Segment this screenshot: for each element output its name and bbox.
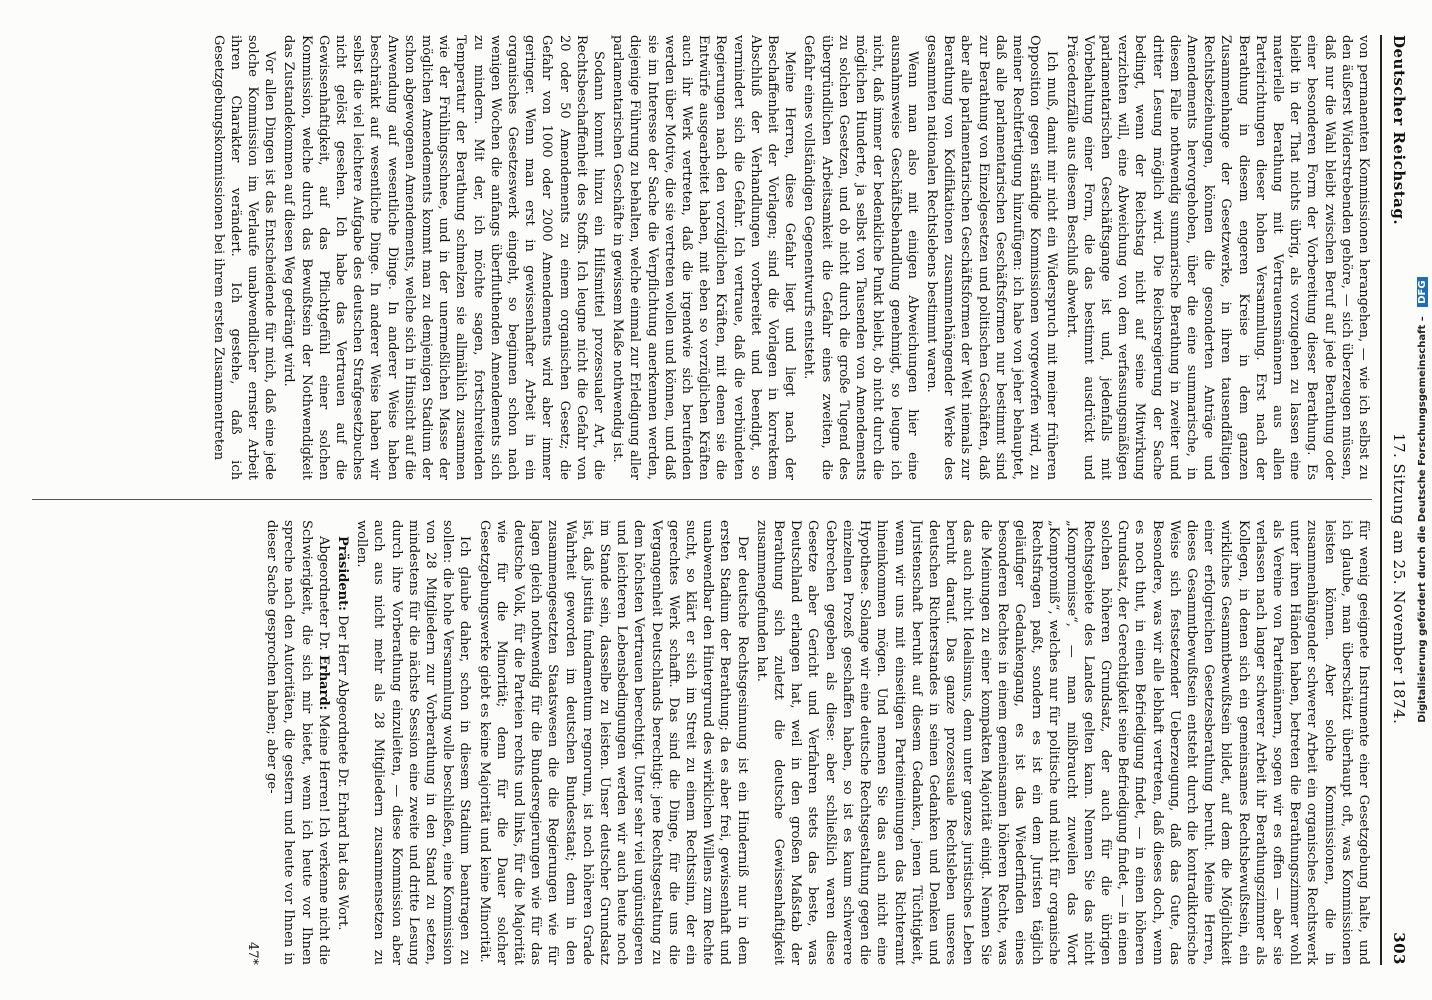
speaker-name: Erhard: (315, 654, 331, 711)
left-paragraph: Meine Herren, diese Gefahr liegt und liegt nach der Beschaffenheit der Vorlagen; sind die Vorlagen in korrektem Abschluß der Verhandlungen vorbereitet und beendigt, so vermindert sich die Gefahr. Ich vertraue, daß die verbündeten Regierungen nach den vorzüglichen Kräften, mit denen sie die Entwürfe ausgearbeitet haben, mit eben so vorzüglichen Kräften auch ihr Werk vertreten, daß die irgendwie sich berufenden werden über Motive, die sie vertreten wollen und können, und daß sie im Interesse der Sache die Verpflichtung anerkennen werden, diejenige Führung zu behalten, welche einmal zur Erledigung aller parlamentarischen Geschäfte in gewissem Maße nothwendig ist. (610, 35, 798, 480)
left-paragraph: Ich muß, damit mir nicht ein Widerspruch mit meiner früheren Opposition gegen ständige Kommissionen vorgeworfen wird, zu meiner Rechtfertigung hinzufügen: ich habe von jeher behauptet, daß alle parlamentarischen Geschäftsformen nur bestimmt sind zur Berathung von Einzelgesetzen und politischen Geschäften, daß aber alle parlamentarischen Geschäftsformen der Welt niemals zur Berathung von Kodifikationen zusammenhängender Werke des gesammten nationalen Rechtslebens bestimmt waren. (923, 35, 1060, 480)
page-header (1382, 35, 1416, 965)
right-paragraph: Der deutsche Rechtsgesinnung ist ein Hinderniß nur in dem ersten Stadium der Berathung; da es aber frei, gewissenhaft und unabwendbar den Hintergrund des wirklichen Willens zum Rechte sucht, so klärt er sich im Streit zu einem Rechtssinn, der ein gerechtes Werk schafft. Das sind die Dinge, für die uns die Vergangenheit Deutschlands berechtigt: jene Rechtsgestaltung zu dem höchsten Vertrauen berechtigt. Unter sehr viel ungünstigeren und leichteren Lebensbedingungen werden wir auch heute noch im Stande sein, dasselbe zu leisten. Unser deutscher Grundsatz ist, daß justitia fundamentum regnorum, ist noch höheren Grade Wahrheit geworden im deutschen Bundesstaat; denn in den zusammengesetzten Staatswesen die die Regierungen wie für lagen gleich nothwendig für die Bundesregierungen wie für das deutsche Volk, für die Parteien rechts und links, für die Majorität wie für die Minorität; denn für die Dauer solcher Gesetzgebungswerke giebt es keine Majorität und keine Minorität. (476, 520, 750, 965)
right-paragraph: Ich glaube daher, schon in diesem Stadium beantragen zu sollen: die hohe Versammlung wolle beschließen, eine Kommission von 28 Mitgliedern zur Vorberathung in den Stand zu setzen, mindestens für die nächste Session eine zweite und dritte Lesung durch ihre Vorberathung einzuleiten, — diese Kommission aber auch aus nicht mehr als 28 Mitgliedern zusammensetzen zu wollen. (354, 520, 473, 965)
header-rule (1380, 35, 1382, 965)
digitization-note (1417, 0, 1431, 1000)
speaker-paragraph (263, 520, 332, 965)
right-paragraph: für wenig geeignete Instrumente einer Gesetzgebung halte, und ich glaube, man überschätzt überhaupt oft, was Kommissionen leisten können. Aber solche Kommissionen, die in zusammenhängender schwerer Arbeit ein organisches Rechtswerk unter ihren Händen haben, betreten die Berathungszimmer wohl als Vereine von Parteimännern, sogen wir es offen — aber sie verlassen nach langer schwerer Arbeit ihr Berathungszimmer als Kollegen, in denen sich ein gemeinsames Rechtsbewußtsein, ein wirkliches Gesammtbewußtsein bildet, auf dem die Möglichkeit einer erfolgreichen Gesetzesberathung beruht. Meine Herren, dieses Gesammtbewußtsein entsteht durch die kontradiktorische Weise sich festsetzender Ueberzeugung, daß das Gute, das Besondere, was wir alle lebhaft vertreten, daß dieses doch, wenn es noch thut, in einen Befriedigung findet, — in einen höheren Grundsatz, der Gerechtigkeit seine Befriedigung findet, — in einen solchen höheren Grundsatz, der auch für die übrigen Rechtsgebiete des Landes gelten kann. Nennen Sie das nicht „Kompromisse“, — man mißbraucht zuweilen das Wort „Kompromiß“, welches nur für politische und nicht für organische Rechtsfragen paßt, sondern es ist ein dem Juristen täglich geläufiger Gedankengang, es ist das Wiederfinden eines besonderen Rechtes in einem gemeinsamen höheren Rechte, was die Meinungen zu einer kompakten Majorität einigt. Nennen Sie das auch nicht Idealismus, denn unter ganzes juristisches Leben beruht darauf. Das ganze prozessuale Rechtsleben unseres deutschen Richterstandes in seinen Gedanken und Denken und Juristenschaft beruht auf diesem Gedanken, jenen Tüchtigkeit, wenn wir uns mit einseitigen Parteimeinungen das Richteramt hineinkommen mögen. Und nennen Sie das auch nicht eine Hypothese. Solange wir eine deutsche Rechtsgestaltung gegen die einzelnen Prozeß geschaffen haben, so ist es kaum schwerere Gebrechen gegeben als diese: aber schließlich waren diese Gesetze aber Gericht und Verfahren stets das beste, was Deutschland erlangen hat, weil in den großen Maßstab der Berathung sich zuletzt die deutsche Gewissenhaftigkeit zusammengefunden hat. (753, 520, 1371, 965)
president-paragraph (334, 520, 351, 965)
column-divider (32, 499, 1372, 500)
session-date: 17. Sitzung am 25. November 1874. (1390, 432, 1408, 725)
president-label: Präsident: (335, 536, 351, 611)
left-paragraph: Wenn man also mit einigen Abweichungen hier eine ausnahmsweise Geschäftsbehandlung genehmigt, so leugne ich nicht, daß immer der bedenkliche Punkt bleibt, ob nicht durch die möglichen Hunderte, ja selbst von Tausenden von Amendements zu solchen Gesetzen, und ob nicht durch die große Tugend des übergründlichen Arbeitsamkeit die Gefahr eines zweiten, die Gefahr eines vollständigen Gegenentwurfs entsteht. (801, 35, 920, 480)
left-paragraph: Sodann kommt hinzu ein Hilfsmittel prozessualer Art, die Rechtsbeschaffenheit des Stoffs. Ich leugne nicht die Gefahr von 20 oder 50 Amendements zu einem organischen Gesetz; die Gefahr von 1000 oder 2000 Amendements wird aber immer geringer. Wenn man erst in gewissenhafter Arbeit in ein organisches Gesetzeswerk eingeht, so beginnen schon nach wenigen Wochen die anfangs überfluthenden Amendements sich zu mindern. Mit der, ich möchte sagen, fortschreitenden Temperatur der Berathung schmelzen sie allmählich zusammen wie der Frühlingsschnee, und in der unermeßlichen Masse der möglichen Amendements kommt man zu demjenigen Stadium der schon abgewogenen Amendements, welche sich in Hinsicht auf die Anwendung auf wesentliche Dinge. In anderer Weise haben beschränkt auf wesentliche Dinge. In anderer Weise haben wir selbst die viel leichtere Aufgabe des deutschen Strafgesetzbuches nicht gelöst gesehen. Ich habe das Vertrauen auf die Gewissenhaftigkeit, auf das Pflichtgefühl einer solchen Kommission, welche durch das Bewußtsein der Nothwendigkeit das Zustandekommen auf diesen Weg gedrängt wird. (281, 35, 607, 480)
rotated-newspaper-page (16, 35, 1416, 965)
left-paragraph: Vor allen Dingen ist das Entscheidende für mich, daß eine jede solche Kommission im Verlaufe unabwendlicher ernster Arbeit ihren Charakter verändert. Ich gestehe, daß ich Gesetzgebungskommissionen bei ihrem ersten Zusammentreten (210, 35, 278, 480)
speaker-intro: Abgeordneter Dr. (315, 536, 331, 651)
president-text: Der Herr Abgeordnete Dr. Erhard hat das Wort. (335, 615, 351, 931)
left-column (32, 35, 1372, 480)
speaker-text: Meine Herren! Ich verkenne nicht die Schwierigkeit, die sich mir bietet, wenn ich heute vor Ihnen spreche nach den Autoritäten, die gestern und heute vor Ihnen in dieser Sache gesprochen haben; aber ge- (264, 520, 331, 965)
journal-title: Deutscher Reichstag. (1390, 35, 1408, 226)
signature-mark: 47* (245, 941, 260, 965)
dfg-logo: DFG (1417, 277, 1428, 306)
right-column (32, 520, 1372, 965)
digitization-text: Digitalisierung gefördert durch die Deutsche Forschungsgemeinschaft – (1417, 316, 1428, 723)
page-number: 303 (1390, 932, 1408, 965)
left-paragraph: von permanenten Kommissionen herangehen, — wie ich selbst zu den äußerst Widerstrebenden gehöre, — sich überzeugen müssen, daß nur die Wahl bleibt zwischen Beruf auf jede Berathung oder einer besonderen Form der Vorbereitung dieser Berathung. Es bleibt in der That nichts übrig, als vorzugehen zu lassen eine materielle Berathung mit Vertrauensmännern aus allen Parteirichtungen dieser hohen Versammlung. Erst nach der Berathung in diesem engeren Kreise in dem ganzen Zusammenhange der Gesetzwerke, in ihren tausendfältigen Rechtsbeziehungen, können die gesonderten Anträge und Amendements hervorgehoben, über die eine summarische, in diesem Falle nothwendig summarische Berathung in zweiter und dritter Lesung möglich wird. Die Reichsregierung der Sache bedingt, wenn der Reichstag nicht auf seine Mitwirkung verzichten will, eine Abweichung von dem verfassungsmäßigen parlamentarischen Geschäftsgange ist und, jedenfalls mit Vorbehaltung einer Form, die das bestimmt ausdrückt und Präcedenzfälle aus diesem Beschluß abwehrt. (1063, 35, 1371, 480)
